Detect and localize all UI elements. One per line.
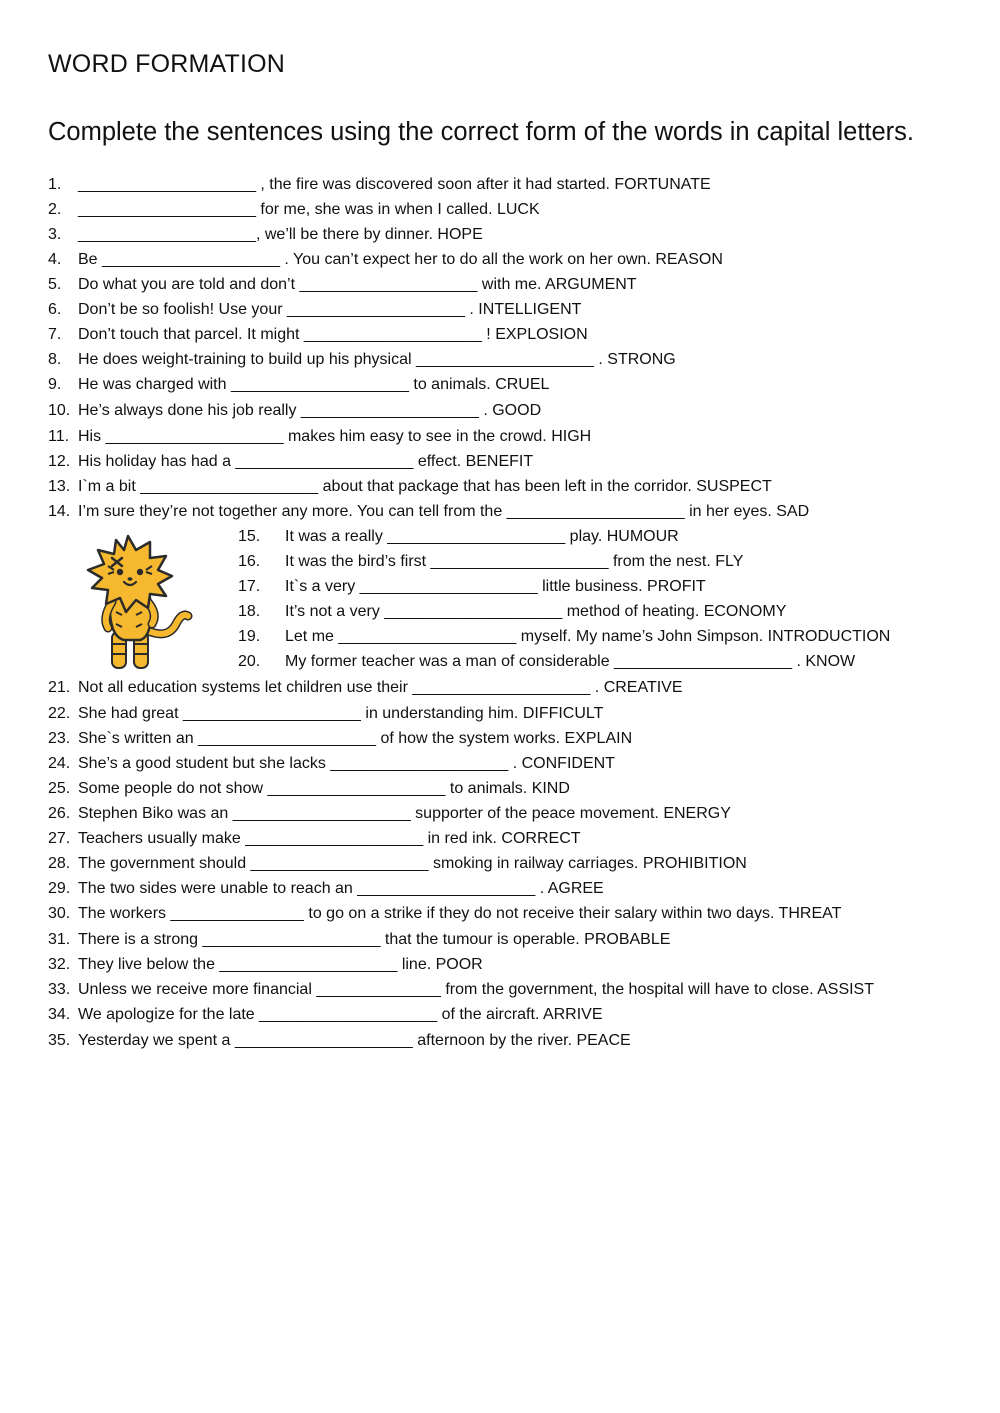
item-number: 35. <box>48 1032 71 1049</box>
page-title: WORD FORMATION <box>48 50 286 78</box>
item-text: His holiday has had a ____________________ effect. BENEFIT <box>78 453 534 470</box>
item-text: It`s a very ____________________ little business. PROFIT <box>285 578 706 595</box>
exercise-item <box>48 904 841 924</box>
item-number: 13. <box>48 478 71 495</box>
item-number: 25. <box>48 780 71 797</box>
item-number: 29. <box>48 880 71 897</box>
exercise-item <box>238 652 855 672</box>
item-number: 9. <box>48 376 62 393</box>
item-text: ____________________ , the fire was discovered soon after it had started. FORTUNATE <box>78 176 711 193</box>
item-text: My former teacher was a man of considerable ____________________ . KNOW <box>285 653 856 670</box>
item-number: 17. <box>238 578 261 595</box>
exercise-item <box>48 175 711 195</box>
exercise-item <box>48 829 581 849</box>
item-number: 6. <box>48 301 62 318</box>
exercise-item <box>48 452 533 472</box>
exercise-item <box>238 527 679 547</box>
item-number: 16. <box>238 553 261 570</box>
item-number: 12. <box>48 453 71 470</box>
exercise-item <box>238 602 786 622</box>
item-number: 4. <box>48 251 62 268</box>
item-number: 33. <box>48 981 71 998</box>
exercise-item <box>48 275 637 295</box>
item-number: 30. <box>48 905 71 922</box>
exercise-item <box>48 779 570 799</box>
item-text: ____________________ for me, she was in when I called. LUCK <box>78 201 540 218</box>
exercise-item <box>48 427 591 447</box>
item-number: 24. <box>48 755 71 772</box>
item-text: He’s always done his job really ____________________ . GOOD <box>78 402 542 419</box>
item-number: 21. <box>48 679 71 696</box>
item-text: She’s a good student but she lacks ____________________ . CONFIDENT <box>78 755 615 772</box>
item-text: I’m sure they’re not together any more. You can tell from the ____________________ in her eyes. SAD <box>78 503 810 520</box>
item-number: 32. <box>48 956 71 973</box>
exercise-item <box>48 375 549 395</box>
item-number: 19. <box>238 628 261 645</box>
item-number: 7. <box>48 326 62 343</box>
item-text: His ____________________ makes him easy to see in the crowd. HIGH <box>78 428 592 445</box>
exercise-item <box>48 980 874 1000</box>
item-number: 3. <box>48 226 62 243</box>
exercise-item <box>48 477 772 497</box>
item-number: 27. <box>48 830 71 847</box>
item-text: The two sides were unable to reach an ____________________ . AGREE <box>78 880 604 897</box>
item-text: I`m a bit ____________________ about that package that has been left in the corridor. SUSPECT <box>78 478 772 495</box>
instructions: Complete the sentences using the correct form of the words in capital letters. <box>48 118 915 146</box>
item-number: 11. <box>48 428 70 445</box>
item-number: 22. <box>48 705 71 722</box>
item-number: 14. <box>48 503 71 520</box>
item-text: Don’t touch that parcel. It might ____________________ ! EXPLOSION <box>78 326 588 343</box>
item-number: 15. <box>238 528 261 545</box>
exercise-item <box>48 804 731 824</box>
item-text: The government should ____________________ smoking in railway carriages. PROHIBITION <box>78 855 747 872</box>
item-text: Let me ____________________ myself. My name’s John Simpson. INTRODUCTION <box>285 628 891 645</box>
exercise-item <box>48 300 581 320</box>
item-text: Some people do not show ____________________ to animals. KIND <box>78 780 570 797</box>
item-text: Stephen Biko was an ____________________ supporter of the peace movement. ENERGY <box>78 805 731 822</box>
item-text: She had great ____________________ in understanding him. DIFFICULT <box>78 705 604 722</box>
item-text: Not all education systems let children use their ____________________ . CREATIVE <box>78 679 683 696</box>
item-text: ____________________, we’ll be there by dinner. HOPE <box>78 226 483 243</box>
exercise-item <box>48 225 483 245</box>
exercise-item <box>238 577 706 597</box>
exercise-item <box>48 879 604 899</box>
item-text: We apologize for the late ____________________ of the aircraft. ARRIVE <box>78 1006 603 1023</box>
exercise-item <box>48 250 723 270</box>
item-number: 28. <box>48 855 71 872</box>
exercise-item <box>48 1031 631 1051</box>
item-text: She`s written an ____________________ of how the system works. EXPLAIN <box>78 730 633 747</box>
item-text: It’s not a very ____________________ method of heating. ECONOMY <box>285 603 787 620</box>
item-number: 31. <box>48 931 71 948</box>
item-number: 23. <box>48 730 71 747</box>
tiger-cartoon-icon <box>68 532 194 672</box>
exercise-item <box>48 325 588 345</box>
item-text: Be ____________________ . You can’t expect her to do all the work on her own. REASON <box>78 251 723 268</box>
exercise-item <box>48 704 603 724</box>
exercise-item <box>48 754 615 774</box>
item-text: Do what you are told and don’t ____________________ with me. ARGUMENT <box>78 276 637 293</box>
item-text: Yesterday we spent a ____________________ afternoon by the river. PEACE <box>78 1032 631 1049</box>
item-number: 20. <box>238 653 261 670</box>
exercise-item <box>48 401 541 421</box>
item-text: The workers _______________ to go on a strike if they do not receive their salary within two days. THREAT <box>78 905 842 922</box>
item-number: 2. <box>48 201 62 218</box>
exercise-item <box>238 627 890 647</box>
item-number: 26. <box>48 805 71 822</box>
exercise-item <box>48 678 683 698</box>
item-text: He was charged with ____________________ to animals. CRUEL <box>78 376 550 393</box>
item-text: Teachers usually make ____________________ in red ink. CORRECT <box>78 830 581 847</box>
exercise-item <box>48 502 809 522</box>
exercise-item <box>48 955 483 975</box>
item-number: 8. <box>48 351 62 368</box>
exercise-item <box>238 552 743 572</box>
item-text: Don’t be so foolish! Use your ____________________ . INTELLIGENT <box>78 301 582 318</box>
exercise-item <box>48 1005 603 1025</box>
item-number: 34. <box>48 1006 71 1023</box>
exercise-item <box>48 729 632 749</box>
exercise-item <box>48 854 747 874</box>
item-text: Unless we receive more financial ______________ from the government, the hospital will have to close. ASSIST <box>78 981 874 998</box>
item-text: It was a really ____________________ play. HUMOUR <box>285 528 679 545</box>
item-number: 18. <box>238 603 261 620</box>
item-text: It was the bird’s first ____________________ from the nest. FLY <box>285 553 744 570</box>
item-number: 5. <box>48 276 62 293</box>
item-text: He does weight-training to build up his physical ____________________ . STRONG <box>78 351 676 368</box>
exercise-item <box>48 350 676 370</box>
item-text: They live below the ____________________ line. POOR <box>78 956 483 973</box>
item-text: There is a strong ____________________ that the tumour is operable. PROBABLE <box>78 931 671 948</box>
exercise-item <box>48 930 670 950</box>
item-number: 10. <box>48 402 71 419</box>
exercise-item <box>48 200 540 220</box>
item-number: 1. <box>48 176 62 193</box>
